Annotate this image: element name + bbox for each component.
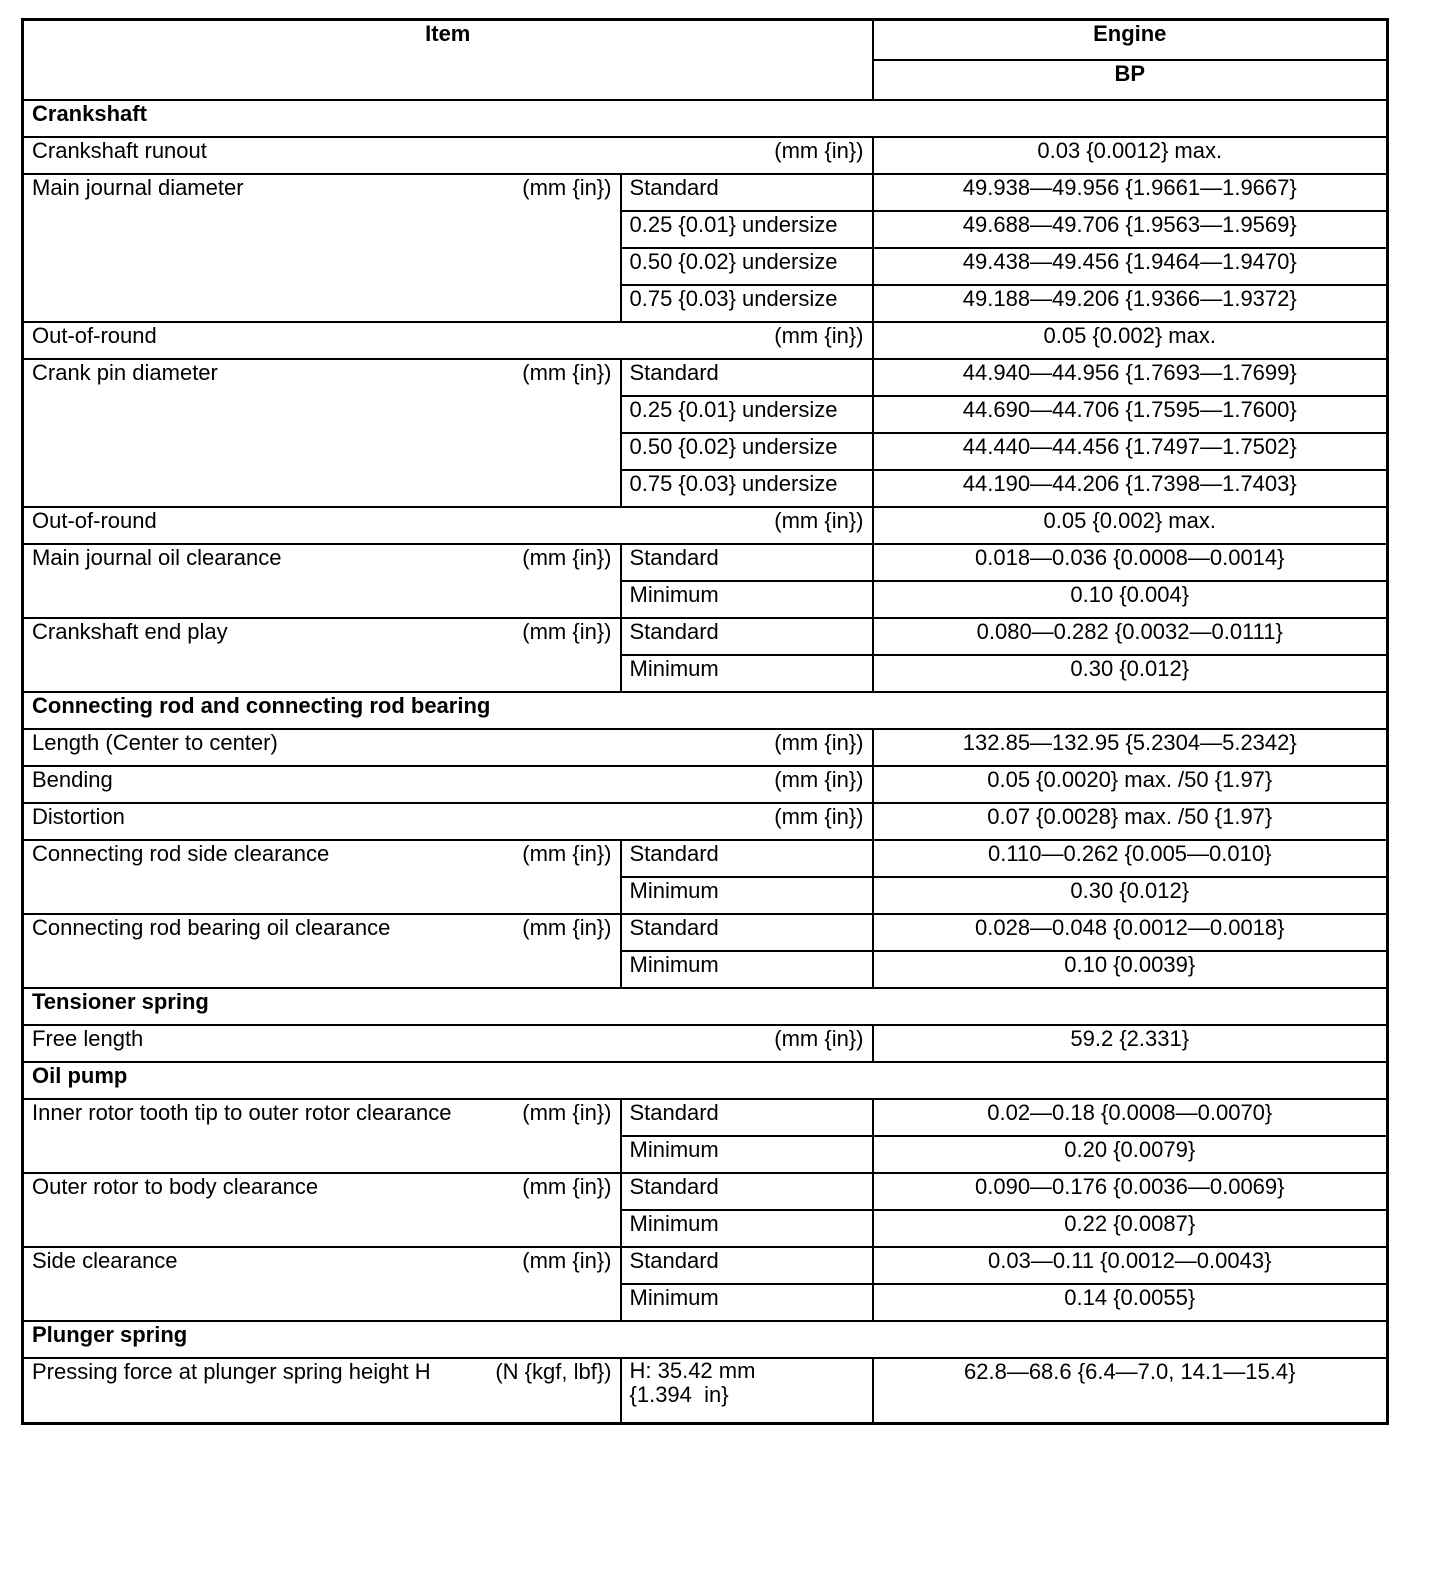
item-condition: Minimum (621, 877, 873, 914)
item-unit: (N {kgf, lbf}) (495, 1358, 612, 1384)
item-condition: Standard (621, 1173, 873, 1210)
item-value: 59.2 {2.331} (873, 1025, 1388, 1062)
table-row (23, 840, 1388, 877)
item-unit: (mm {in}) (774, 803, 864, 829)
item-value: 0.080—0.282 {0.0032—0.0111} (873, 618, 1388, 655)
table-row (23, 1358, 1388, 1424)
item-unit: (mm {in}) (774, 137, 864, 163)
header-engine: Engine (873, 20, 1388, 60)
section-title: Crankshaft (23, 100, 1388, 137)
table-row (23, 322, 1388, 359)
item-value: 44.190—44.206 {1.7398—1.7403} (873, 470, 1388, 507)
item-condition: H: 35.42 mm (629, 1357, 756, 1383)
item-condition: Standard (621, 1247, 873, 1284)
item-label: Out-of-round (32, 507, 157, 533)
item-value: 0.30 {0.012} (873, 655, 1388, 692)
item-value: 0.10 {0.004} (873, 581, 1388, 618)
item-condition: Minimum (621, 951, 873, 988)
item-condition: Minimum (621, 581, 873, 618)
table-row (23, 1099, 1388, 1136)
table-row (23, 174, 1388, 211)
item-label: Inner rotor tooth tip to outer rotor clearance (32, 1099, 452, 1125)
item-unit: (mm {in}) (522, 1247, 612, 1273)
table-row (23, 137, 1388, 174)
item-value: 0.10 {0.0039} (873, 951, 1388, 988)
item-value: 49.438—49.456 {1.9464—1.9470} (873, 248, 1388, 285)
item-unit: (mm {in}) (522, 1099, 612, 1125)
table-row (23, 618, 1388, 655)
table-row (23, 1173, 1388, 1210)
item-value: 49.188—49.206 {1.9366—1.9372} (873, 285, 1388, 322)
table-row (23, 507, 1388, 544)
section-title: Tensioner spring (23, 988, 1388, 1025)
item-condition: Standard (621, 359, 873, 396)
item-value: 44.440—44.456 {1.7497—1.7502} (873, 433, 1388, 470)
item-condition: 0.75 {0.03} undersize (621, 285, 873, 322)
item-value: 132.85—132.95 {5.2304—5.2342} (873, 729, 1388, 766)
item-condition: Standard (621, 914, 873, 951)
item-condition: Minimum (621, 655, 873, 692)
item-unit: (mm {in}) (522, 174, 612, 200)
item-value: 0.110—0.262 {0.005—0.010} (873, 840, 1388, 877)
item-value: 0.03 {0.0012} max. (873, 137, 1388, 174)
item-label: Out-of-round (32, 322, 157, 348)
item-value: 0.30 {0.012} (873, 877, 1388, 914)
table-row (23, 1025, 1388, 1062)
table-row (23, 544, 1388, 581)
item-condition: 0.75 {0.03} undersize (621, 470, 873, 507)
item-unit: (mm {in}) (774, 729, 864, 755)
item-value: 49.688—49.706 {1.9563—1.9569} (873, 211, 1388, 248)
item-label: Crank pin diameter (32, 359, 218, 385)
item-unit: (mm {in}) (522, 359, 612, 385)
item-value: 0.05 {0.0020} max. /50 {1.97} (873, 766, 1388, 803)
item-value: 0.20 {0.0079} (873, 1136, 1388, 1173)
header-item: Item (23, 20, 873, 100)
table-row (23, 803, 1388, 840)
item-unit: (mm {in}) (522, 840, 612, 866)
item-label: Connecting rod bearing oil clearance (32, 914, 391, 940)
item-value: 0.05 {0.002} max. (873, 322, 1388, 359)
item-value: 44.690—44.706 {1.7595—1.7600} (873, 396, 1388, 433)
item-value: 0.028—0.048 {0.0012—0.0018} (873, 914, 1388, 951)
item-condition: Minimum (621, 1136, 873, 1173)
item-condition: Standard (621, 544, 873, 581)
item-condition: Minimum (621, 1284, 873, 1321)
section-title: Connecting rod and connecting rod bearing (23, 692, 1388, 729)
item-value: 0.07 {0.0028} max. /50 {1.97} (873, 803, 1388, 840)
item-label: Pressing force at plunger spring height H (32, 1358, 431, 1384)
item-condition: Standard (621, 618, 873, 655)
section-title: Plunger spring (23, 1321, 1388, 1358)
item-value: 0.018—0.036 {0.0008—0.0014} (873, 544, 1388, 581)
item-condition: Standard (621, 174, 873, 211)
item-label: Side clearance (32, 1247, 178, 1273)
item-label: Crankshaft runout (32, 137, 207, 163)
item-unit: (mm {in}) (522, 914, 612, 940)
item-value: 0.02—0.18 {0.0008—0.0070} (873, 1099, 1388, 1136)
item-value: 0.05 {0.002} max. (873, 507, 1388, 544)
item-label: Length (Center to center) (32, 729, 278, 755)
item-unit: (mm {in}) (774, 507, 864, 533)
item-condition: 0.50 {0.02} undersize (621, 248, 873, 285)
item-label: Free length (32, 1025, 144, 1051)
item-value: 49.938—49.956 {1.9661—1.9667} (873, 174, 1388, 211)
item-value: 44.940—44.956 {1.7693—1.7699} (873, 359, 1388, 396)
table-row (23, 1247, 1388, 1284)
item-label: Main journal diameter (32, 174, 244, 200)
item-label: Crankshaft end play (32, 618, 228, 644)
item-label: Main journal oil clearance (32, 544, 282, 570)
item-condition: 0.50 {0.02} undersize (621, 433, 873, 470)
item-value: 0.22 {0.0087} (873, 1210, 1388, 1247)
item-unit: (mm {in}) (522, 1173, 612, 1199)
section-title: Oil pump (23, 1062, 1388, 1099)
item-unit: (mm {in}) (522, 544, 612, 570)
item-condition: Standard (621, 840, 873, 877)
item-value: 0.03—0.11 {0.0012—0.0043} (873, 1247, 1388, 1284)
item-condition: Standard (621, 1099, 873, 1136)
table-row (23, 914, 1388, 951)
item-label: Bending (32, 766, 113, 792)
item-label: Outer rotor to body clearance (32, 1173, 319, 1199)
header-engine-code: BP (873, 60, 1388, 100)
item-condition-imperial: {1.394 in} (629, 1381, 729, 1407)
item-condition: 0.25 {0.01} undersize (621, 396, 873, 433)
item-condition: 0.25 {0.01} undersize (621, 211, 873, 248)
item-unit: (mm {in}) (522, 618, 612, 644)
item-label: Distortion (32, 803, 125, 829)
table-row (23, 359, 1388, 396)
item-unit: (mm {in}) (774, 322, 864, 348)
table-row (23, 766, 1388, 803)
item-value: 62.8—68.6 {6.4—7.0, 14.1—15.4} (873, 1358, 1388, 1424)
item-unit: (mm {in}) (774, 1025, 864, 1051)
table-row (23, 729, 1388, 766)
spec-table (21, 18, 1389, 1425)
item-label: Connecting rod side clearance (32, 840, 330, 866)
item-value: 0.14 {0.0055} (873, 1284, 1388, 1321)
item-condition: Minimum (621, 1210, 873, 1247)
item-unit: (mm {in}) (774, 766, 864, 792)
item-value: 0.090—0.176 {0.0036—0.0069} (873, 1173, 1388, 1210)
